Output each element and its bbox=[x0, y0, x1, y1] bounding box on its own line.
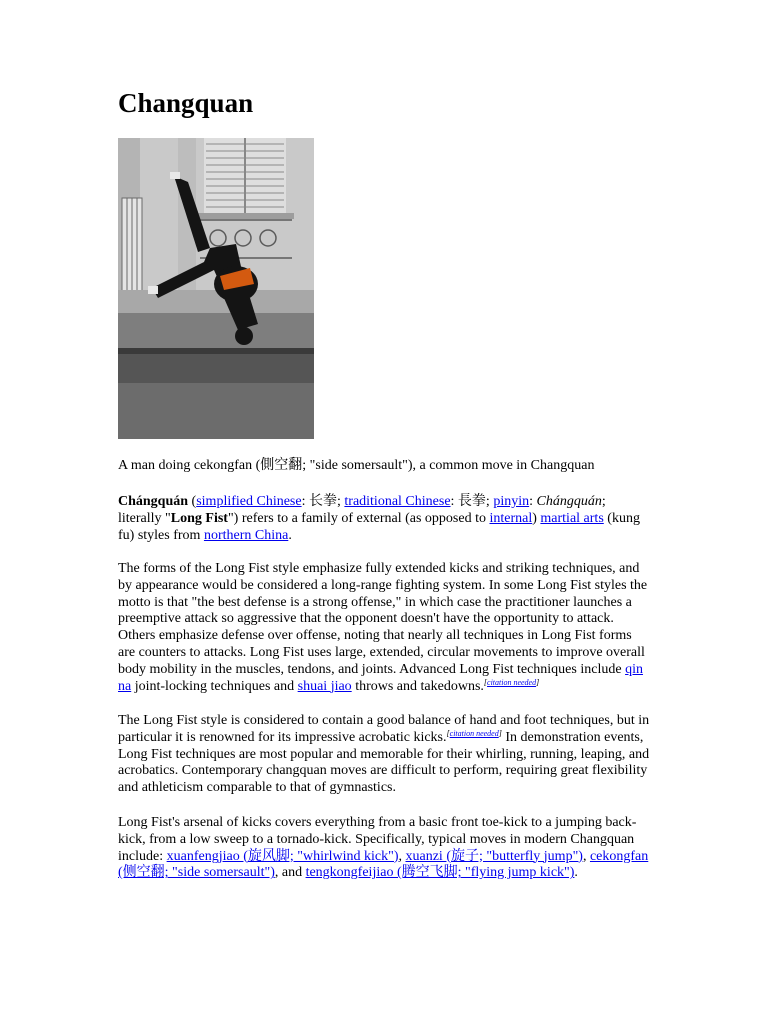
link-xuanfengjiao[interactable]: xuanfengjiao (旋风脚; "whirlwind kick") bbox=[166, 848, 399, 864]
citation-needed: [citation needed] bbox=[483, 677, 540, 687]
pinyin-value: Chángquán bbox=[536, 494, 602, 509]
article-photo bbox=[118, 138, 314, 439]
photo-caption: A man doing cekongfan (側空翻; "side somersault"), a common move in Changquan bbox=[118, 458, 595, 473]
link-traditional-chinese[interactable]: traditional Chinese bbox=[344, 494, 451, 509]
link-simplified-chinese[interactable]: simplified Chinese bbox=[196, 494, 302, 509]
link-xuanzi[interactable]: xuanzi (旋子; "butterfly jump") bbox=[405, 848, 583, 864]
link-northern-china[interactable]: northern China bbox=[203, 527, 289, 543]
citation-needed-link[interactable]: citation needed bbox=[487, 677, 537, 687]
link-internal[interactable]: internal bbox=[489, 510, 533, 526]
photo-illustration bbox=[118, 138, 314, 439]
forms-paragraph: The forms of the Long Fist style emphasize fully extended kicks and striking techniques, and by appearance would be considered a long-range fighting system. In some Long Fist styles the motto is that "the best defense is a strong offense," in which case the practitioner launches a preemptive attack so aggressive that the opponent doesn't have the opportunity to attack. Others emphasize defense over offense, noting that nearly all techniques in Long Fist forms are counters to attacks. Long Fist uses large, extended, circular movements to improve overall body mobility in the muscles, tendons, and joints. Advanced Long Fist techniques include qin na joint-locking techniques and shuai jiao throws and takedowns.[citation needed] bbox=[118, 561, 648, 694]
long-fist-bold: Long Fist bbox=[170, 510, 228, 526]
link-cekongfan[interactable]: cekongfan (侧空翻; "side somersault") bbox=[118, 848, 649, 881]
link-tengkongfeijiao[interactable]: tengkongfeijiao (腾空飞脚; "flying jump kick") bbox=[305, 865, 575, 881]
link-qin-na[interactable]: qin na bbox=[118, 661, 643, 694]
link-shuai-jiao[interactable]: shuai jiao bbox=[297, 678, 352, 694]
citation-needed-link[interactable]: citation needed bbox=[449, 728, 499, 738]
link-martial-arts[interactable]: martial arts bbox=[540, 510, 604, 526]
page-title: Changquan bbox=[118, 88, 254, 118]
balance-paragraph: The Long Fist style is considered to contain a good balance of hand and foot techniques, but in particular it is renowned for its impressive acrobatic kicks.[citation needed] In demonstration events, Long Fist techniques are most popular and memorable for their whirling, running, leaping, and acrobatics. Contemporary changquan moves are difficult to perform, requiring great flexibility and athleticism comparable to that of gymnastics. bbox=[118, 713, 650, 796]
citation-needed: [citation needed] bbox=[446, 728, 502, 738]
term-bold: Chángquán bbox=[118, 494, 189, 509]
kicks-paragraph: Long Fist's arsenal of kicks covers everything from a basic front toe-kick to a jumping back-kick, from a low sweep to a tornado-kick. Specifically, typical moves in modern Changquan include: xuanfengjiao (旋风脚; "whirlwind kick"), xuanzi (旋子; "butterfly jump"), cekongfan (侧空翻; "side somersault"), and tengkongfeijiao (腾空飞脚; "flying jump kick"). bbox=[118, 815, 649, 881]
intro-paragraph: Chángquán (simplified Chinese: 长拳; traditional Chinese: 長拳; pinyin: Chángquán; literally "Long Fist") refers to a family of external (as opposed to internal) martial arts (kung fu) styles from northern China. bbox=[118, 494, 640, 543]
link-pinyin[interactable]: pinyin bbox=[493, 494, 530, 509]
